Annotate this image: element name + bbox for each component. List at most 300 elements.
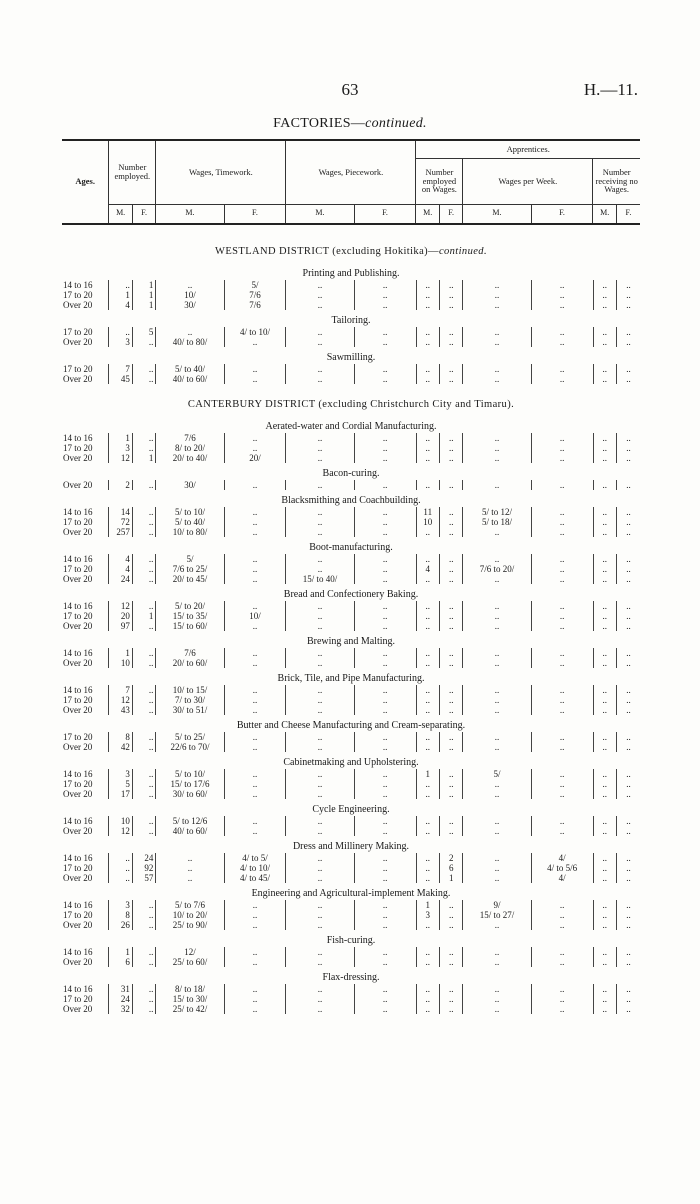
table-cell: .. (626, 920, 631, 930)
table-cell: .. (439, 574, 462, 584)
table-cell: .. (354, 453, 416, 463)
industry-table (62, 732, 640, 752)
table-cell: 2 (109, 480, 132, 490)
table-cell: .. (626, 280, 631, 290)
table-cell: .. (531, 574, 593, 584)
industry-table (62, 816, 640, 836)
table-cell: .. (463, 601, 531, 611)
table-cell: .. (224, 947, 286, 957)
district-heading (62, 396, 640, 416)
table-cell: .. (463, 290, 531, 300)
table-cell: .. (416, 527, 439, 537)
table-cell: .. (132, 658, 155, 668)
table-cell: .. (626, 517, 631, 527)
table-cell: .. (593, 480, 616, 490)
table-cell: .. (531, 826, 593, 836)
table-cell: .. (626, 947, 631, 957)
table-cell: .. (593, 507, 616, 517)
table-cell: .. (626, 826, 631, 836)
table-cell: .. (439, 705, 462, 715)
table-cell: .. (439, 601, 462, 611)
table-cell: .. (286, 947, 354, 957)
header-m: M. (109, 204, 132, 224)
table-cell: .. (531, 648, 593, 658)
table-cell: .. (463, 826, 531, 836)
table-cell: .. (531, 443, 593, 453)
table-cell: .. (354, 994, 416, 1004)
table-cell: .. (354, 826, 416, 836)
table-cell: .. (626, 327, 631, 337)
table-cell: .. (531, 453, 593, 463)
table-cell: 97 (109, 621, 132, 631)
table-cell: .. (354, 364, 416, 374)
table-cell: 8/ to 20/ (156, 443, 224, 453)
table-cell: .. (626, 910, 631, 920)
table-cell: 1 (109, 947, 132, 957)
table-cell: .. (531, 480, 593, 490)
table-cell: .. (531, 611, 593, 621)
table-cell: .. (286, 300, 354, 310)
table-cell: .. (286, 742, 354, 752)
table-cell: .. (416, 300, 439, 310)
table-cell: .. (439, 695, 462, 705)
age-cell: 17 to 20 (62, 695, 109, 705)
age-cell: 14 to 16 (62, 507, 109, 517)
table-cell: .. (286, 900, 354, 910)
table-row (62, 779, 640, 789)
table-cell: .. (286, 453, 354, 463)
table-cell: .. (531, 984, 593, 994)
table-cell: .. (416, 863, 439, 873)
table-cell: .. (531, 920, 593, 930)
industry-heading: Dress and Millinery Making. (292, 841, 410, 852)
industry-heading: Bread and Confectionery Baking. (283, 589, 419, 600)
table-cell: .. (439, 984, 462, 994)
table-row (62, 453, 640, 463)
age-cell: 14 to 16 (62, 984, 109, 994)
table-cell: .. (132, 769, 155, 779)
table-row (62, 957, 640, 967)
table-cell: .. (224, 554, 286, 564)
table-cell: .. (286, 611, 354, 621)
table-cell: 20 (109, 611, 132, 621)
table-cell: .. (132, 816, 155, 826)
table-cell: .. (416, 789, 439, 799)
table-cell: 1 (132, 453, 155, 463)
table-cell: .. (132, 984, 155, 994)
section-spacer (62, 384, 640, 396)
table-cell: .. (593, 873, 616, 883)
age-cell: 14 to 16 (62, 900, 109, 910)
table-cell: .. (416, 658, 439, 668)
industry-heading: Brick, Tile, and Pipe Manufacturing. (277, 673, 425, 684)
age-cell: 14 to 16 (62, 816, 109, 826)
age-cell: 17 to 20 (62, 290, 109, 300)
table-cell: .. (286, 601, 354, 611)
table-cell: .. (626, 1004, 631, 1014)
table-cell: .. (354, 433, 416, 443)
table-cell: .. (224, 648, 286, 658)
table-cell: .. (463, 695, 531, 705)
table-cell: 30/ (156, 300, 224, 310)
table-cell: .. (463, 611, 531, 621)
table-cell: .. (132, 337, 155, 347)
table-cell: .. (286, 685, 354, 695)
table-cell: 4 (109, 300, 132, 310)
table-cell: .. (354, 280, 416, 290)
header-app-number-no-wages: Number receiving no Wages. (593, 158, 640, 204)
table-cell: .. (531, 947, 593, 957)
table-cell: .. (463, 364, 531, 374)
table-cell: 10/ (156, 290, 224, 300)
table-row (62, 280, 640, 290)
table-cell: .. (463, 433, 531, 443)
industry-heading: Bacon-curing. (322, 468, 380, 479)
running-title (0, 116, 700, 132)
page-number: 63 (341, 80, 359, 99)
table-cell: .. (354, 900, 416, 910)
table-cell: 12 (109, 453, 132, 463)
table-cell: .. (531, 364, 593, 374)
table-cell: .. (416, 705, 439, 715)
age-cell: 17 to 20 (62, 364, 109, 374)
table-cell: 5/ to 18/ (463, 517, 531, 527)
table-cell: 5/ to 7/6 (156, 900, 224, 910)
table-cell: 20/ to 40/ (156, 453, 224, 463)
table-cell: .. (354, 621, 416, 631)
table-cell: 2 (439, 853, 462, 863)
table-cell: .. (286, 910, 354, 920)
table-cell: .. (593, 853, 616, 863)
industry-heading: Boot-manufacturing. (309, 542, 393, 553)
age-cell: Over 20 (62, 621, 109, 631)
table-cell: .. (531, 327, 593, 337)
table-cell: .. (224, 779, 286, 789)
table-cell: .. (439, 327, 462, 337)
age-cell: Over 20 (62, 742, 109, 752)
table-cell: .. (439, 779, 462, 789)
table-row (62, 853, 640, 863)
table-cell: .. (286, 648, 354, 658)
table-cell: .. (531, 527, 593, 537)
table-cell: .. (593, 742, 616, 752)
age-cell: 17 to 20 (62, 910, 109, 920)
table-cell: 15/ to 40/ (286, 574, 354, 584)
industry-heading: Engineering and Agricultural-implement Making. (251, 888, 451, 899)
table-cell: 17 (109, 789, 132, 799)
table-cell: .. (626, 685, 631, 695)
table-cell: 20/ (224, 453, 286, 463)
table-cell: .. (626, 863, 631, 873)
table-cell: .. (593, 863, 616, 873)
table-row (62, 947, 640, 957)
table-cell: .. (109, 863, 132, 873)
table-cell: .. (531, 337, 593, 347)
table-cell: .. (463, 789, 531, 799)
table-cell: 40/ to 60/ (156, 374, 224, 384)
table-cell: .. (354, 290, 416, 300)
table-row (62, 621, 640, 631)
table-cell: 4 (109, 564, 132, 574)
table-cell: .. (593, 816, 616, 826)
table-cell: .. (439, 769, 462, 779)
table-cell: .. (463, 732, 531, 742)
age-cell: Over 20 (62, 957, 109, 967)
table-cell: .. (416, 290, 439, 300)
table-cell: .. (416, 685, 439, 695)
table-cell: 10 (416, 517, 439, 527)
table-cell: .. (224, 433, 286, 443)
table-cell: .. (132, 789, 155, 799)
table-body (62, 243, 640, 1014)
table-row (62, 554, 640, 564)
header-m: M. (156, 204, 224, 224)
table-cell: .. (132, 574, 155, 584)
table-cell: .. (224, 337, 286, 347)
table-cell: .. (286, 705, 354, 715)
table-cell: .. (531, 769, 593, 779)
table-cell: .. (626, 507, 631, 517)
table-cell: 10/ to 80/ (156, 527, 224, 537)
table-cell: 25/ to 60/ (156, 957, 224, 967)
table-cell: 5/ to 40/ (156, 364, 224, 374)
header-f: F. (224, 204, 286, 224)
table-cell: .. (439, 300, 462, 310)
table-cell: .. (354, 648, 416, 658)
table-cell: 5/ to 10/ (156, 769, 224, 779)
table-cell: .. (156, 863, 224, 873)
table-cell: .. (531, 658, 593, 668)
table-cell: .. (439, 742, 462, 752)
table-cell: .. (531, 433, 593, 443)
table-cell: .. (354, 695, 416, 705)
table-cell: .. (286, 517, 354, 527)
table-cell: .. (463, 280, 531, 290)
table-cell: .. (439, 517, 462, 527)
table-cell: .. (439, 910, 462, 920)
table-cell: 1 (416, 900, 439, 910)
table-cell: .. (463, 443, 531, 453)
table-cell: .. (132, 994, 155, 1004)
table-cell: .. (132, 957, 155, 967)
table-cell: .. (354, 789, 416, 799)
header-m: M. (463, 204, 531, 224)
industry-table (62, 685, 640, 715)
header-apprentices: Apprentices. (416, 140, 640, 158)
table-cell: .. (626, 957, 631, 967)
table-cell: 24 (109, 994, 132, 1004)
table-cell: .. (626, 574, 631, 584)
table-cell: 5/ (224, 280, 286, 290)
table-cell: 5/ to 40/ (156, 517, 224, 527)
table-cell: .. (132, 705, 155, 715)
table-cell: .. (224, 732, 286, 742)
table-row (62, 337, 640, 347)
table-cell: .. (463, 327, 531, 337)
table-cell: .. (593, 947, 616, 957)
table-cell: .. (224, 816, 286, 826)
table-cell: .. (354, 863, 416, 873)
industry-heading: Fish-curing. (326, 935, 376, 946)
table-cell: .. (626, 816, 631, 826)
table-cell: .. (593, 685, 616, 695)
table-cell: .. (354, 327, 416, 337)
age-cell: 17 to 20 (62, 994, 109, 1004)
table-cell: .. (593, 300, 616, 310)
table-cell: .. (286, 994, 354, 1004)
table-cell: .. (439, 453, 462, 463)
table-row (62, 527, 640, 537)
table-cell: .. (354, 1004, 416, 1014)
table-cell: .. (463, 453, 531, 463)
header-f: F. (439, 204, 462, 224)
table-cell: .. (286, 853, 354, 863)
table-cell: .. (531, 900, 593, 910)
table-cell: 57 (132, 873, 155, 883)
table-cell: 7/6 (224, 290, 286, 300)
table-cell: .. (531, 742, 593, 752)
table-cell: 4/ (531, 853, 593, 863)
table-row (62, 863, 640, 873)
table-cell: .. (132, 900, 155, 910)
table-cell: 15/ to 35/ (156, 611, 224, 621)
table-cell: 5/ to 12/ (463, 507, 531, 517)
table-cell: .. (224, 507, 286, 517)
table-cell: .. (416, 621, 439, 631)
table-cell: 12 (109, 601, 132, 611)
table-cell: .. (416, 957, 439, 967)
table-cell: .. (416, 994, 439, 1004)
table-cell: .. (286, 695, 354, 705)
table-cell: .. (416, 574, 439, 584)
age-cell: Over 20 (62, 574, 109, 584)
table-cell: .. (593, 910, 616, 920)
table-cell: .. (354, 984, 416, 994)
table-cell: .. (626, 695, 631, 705)
table-cell: .. (463, 658, 531, 668)
table-cell: .. (439, 789, 462, 799)
table-cell: .. (626, 527, 631, 537)
age-cell: Over 20 (62, 873, 109, 883)
table-cell: .. (354, 601, 416, 611)
table-cell: 4/ to 10/ (224, 863, 286, 873)
table-cell: 32 (109, 1004, 132, 1014)
table-cell: .. (439, 994, 462, 1004)
table-cell: .. (626, 984, 631, 994)
table-cell: 1 (109, 433, 132, 443)
table-cell: .. (626, 705, 631, 715)
table-cell: 8 (109, 732, 132, 742)
table-cell: 11 (416, 507, 439, 517)
table-cell: .. (286, 527, 354, 537)
table-cell: .. (463, 816, 531, 826)
table-row (62, 574, 640, 584)
table-cell: .. (626, 732, 631, 742)
industry-table (62, 280, 640, 310)
table-cell: .. (132, 1004, 155, 1014)
table-cell: .. (593, 443, 616, 453)
table-cell: .. (531, 816, 593, 826)
industry-heading: Tailoring. (331, 315, 371, 326)
table-cell: .. (354, 300, 416, 310)
table-cell: 5/ to 12/6 (156, 816, 224, 826)
industry-table (62, 984, 640, 1014)
header-m: M. (593, 204, 616, 224)
table-row (62, 327, 640, 337)
table-cell: .. (286, 554, 354, 564)
table-cell: 7/6 to 20/ (463, 564, 531, 574)
industry-table (62, 554, 640, 584)
table-cell: .. (132, 621, 155, 631)
table-cell: 7 (109, 685, 132, 695)
table-cell: .. (354, 685, 416, 695)
table-cell: .. (439, 364, 462, 374)
table-cell: .. (593, 920, 616, 930)
table-row (62, 611, 640, 621)
industry-heading: Blacksmithing and Coachbuilding. (281, 495, 421, 506)
table-cell: .. (416, 947, 439, 957)
table-row (62, 443, 640, 453)
table-cell: .. (354, 517, 416, 527)
table-cell: .. (531, 1004, 593, 1014)
table-cell: .. (439, 900, 462, 910)
table-cell: .. (531, 507, 593, 517)
table-cell: 7/6 (224, 300, 286, 310)
table-cell: .. (593, 621, 616, 631)
table-cell: 1 (416, 769, 439, 779)
table-cell: .. (463, 574, 531, 584)
table-cell: .. (463, 374, 531, 384)
table-cell: .. (626, 658, 631, 668)
table-cell: 92 (132, 863, 155, 873)
table-cell: .. (593, 290, 616, 300)
table-cell: .. (286, 443, 354, 453)
table-cell: .. (439, 826, 462, 836)
table-cell: 10/ to 15/ (156, 685, 224, 695)
table-cell: 25/ to 42/ (156, 1004, 224, 1014)
table-cell: 257 (109, 527, 132, 537)
table-cell: .. (132, 601, 155, 611)
header-ages: Ages. (62, 140, 109, 224)
table-cell: .. (286, 327, 354, 337)
table-cell: .. (354, 337, 416, 347)
table-cell: .. (286, 1004, 354, 1014)
table-row (62, 685, 640, 695)
table-cell: 43 (109, 705, 132, 715)
table-cell: 5/ to 10/ (156, 507, 224, 517)
table-cell: .. (286, 984, 354, 994)
table-cell: 6 (109, 957, 132, 967)
industry-table (62, 433, 640, 463)
age-cell: 14 to 16 (62, 433, 109, 443)
table-cell: .. (626, 337, 631, 347)
industry-heading: Flax-dressing. (322, 972, 380, 983)
table-cell: .. (132, 732, 155, 742)
table-cell: .. (416, 480, 439, 490)
table-cell: .. (463, 705, 531, 715)
table-cell: .. (132, 826, 155, 836)
table-cell: 1 (109, 290, 132, 300)
table-cell: 5/ (156, 554, 224, 564)
age-cell: 17 to 20 (62, 517, 109, 527)
table-cell: .. (286, 779, 354, 789)
table-cell: .. (224, 621, 286, 631)
table-cell: .. (626, 779, 631, 789)
table-cell: .. (463, 947, 531, 957)
table-cell: .. (224, 658, 286, 668)
table-cell: 1 (109, 648, 132, 658)
table-cell: 20/ to 45/ (156, 574, 224, 584)
